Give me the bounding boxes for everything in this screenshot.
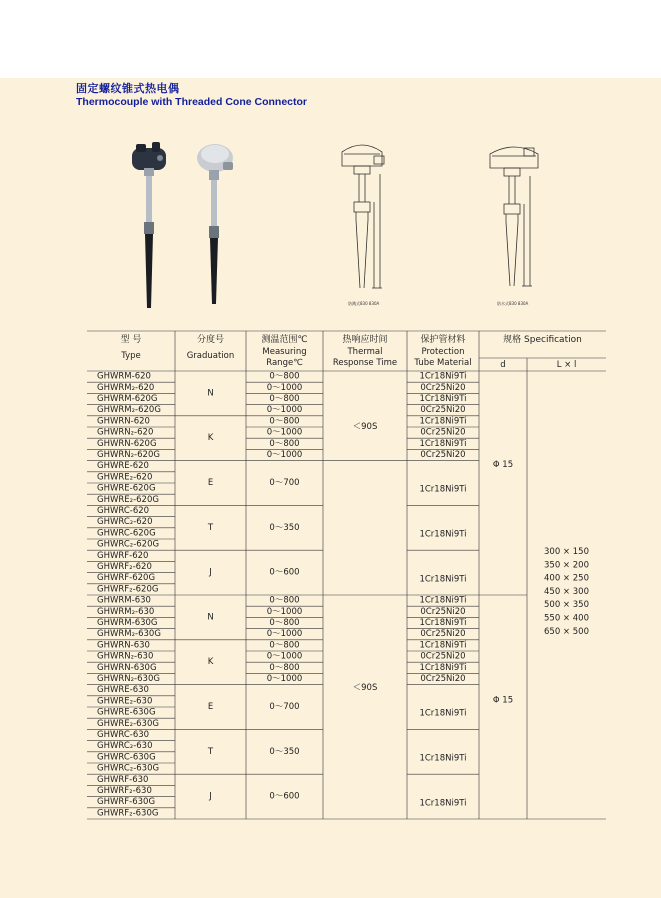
lxl-cell: 500 × 350 — [544, 600, 589, 611]
page-title-en: Thermocouple with Threaded Cone Connector — [76, 96, 308, 108]
material-cell: 1Cr18Ni9Ti — [419, 640, 467, 651]
range-cell: 0～1000 — [266, 450, 303, 460]
type-cell: GHWRC₂-620G — [97, 539, 160, 550]
type-cell: GHWRF-630 — [97, 774, 149, 785]
type-cell: GHWRE₂-620G — [97, 494, 159, 505]
graduation-cell: T — [207, 746, 214, 757]
type-cell: GHWRM₂-620G — [97, 405, 161, 416]
type-cell: GHWRE-630G — [97, 707, 156, 718]
type-cell: GHWRN-620G — [97, 438, 157, 449]
lxl-cell: 400 × 250 — [544, 573, 589, 584]
type-cell: GHWRM₂-620 — [97, 382, 155, 393]
type-cell: GHWRF₂-630G — [97, 808, 159, 819]
type-cell: GHWRF-630G — [97, 797, 156, 808]
header-range-cn: 测温范围℃ — [261, 335, 308, 345]
type-cell: GHWRM-620G — [97, 394, 158, 404]
range-cell: 0～800 — [269, 595, 300, 606]
type-cell: GHWRC-620 — [97, 506, 150, 516]
header-material-en2: Tube Material — [414, 358, 472, 368]
graduation-cell: K — [207, 657, 214, 668]
type-cell: GHWRE₂-630 — [97, 696, 153, 707]
response-cell: ＜90S — [352, 682, 378, 693]
type-cell: GHWRF₂-630 — [97, 786, 152, 796]
material-cell: 1Cr18Ni9Ti — [419, 595, 467, 606]
header-response-cn: 热响应时间 — [342, 335, 388, 345]
header-spec: 规格 Specification — [503, 335, 582, 345]
range-cell: 0～800 — [269, 438, 300, 449]
graduation-cell: T — [207, 522, 214, 533]
type-cell: GHWRF₂-620 — [97, 562, 152, 572]
material-cell: 0Cr25Ni20 — [420, 405, 466, 416]
material-cell: 1Cr18Ni9Ti — [419, 529, 467, 540]
range-cell: 0～600 — [269, 567, 300, 578]
material-cell: 1Cr18Ni9Ti — [419, 753, 467, 764]
type-cell: GHWRC₂-620 — [97, 517, 153, 528]
range-cell: 0～350 — [269, 522, 300, 533]
material-cell: 1Cr18Ni9Ti — [419, 618, 467, 628]
type-cell: GHWRN-620 — [97, 416, 150, 427]
range-cell: 0～600 — [269, 791, 300, 802]
type-cell: GHWRM₂-630G — [97, 629, 161, 640]
material-cell: 1Cr18Ni9Ti — [419, 416, 467, 427]
type-cell: GHWRM-630 — [97, 595, 151, 606]
type-cell: GHWRC₂-630 — [97, 741, 153, 752]
response-cell: ＜90S — [352, 422, 378, 432]
header-response-en1: Thermal — [347, 347, 383, 357]
range-cell: 0～1000 — [266, 651, 303, 662]
header-graduation-en: Graduation — [186, 351, 235, 361]
type-cell: GHWRE-620 — [97, 461, 149, 472]
range-cell: 0～1000 — [266, 629, 303, 640]
range-cell: 0～1000 — [266, 606, 303, 617]
type-cell: GHWRN₂-620 — [97, 427, 154, 438]
range-cell: 0～1000 — [266, 674, 303, 684]
lxl-cell: 450 × 300 — [544, 586, 589, 597]
range-cell: 0～700 — [269, 702, 300, 712]
material-cell: 1Cr18Ni9Ti — [419, 798, 467, 809]
type-cell: GHWRN₂-630 — [97, 651, 154, 662]
drawing-2-caption: 防水式830 830A — [497, 301, 529, 306]
material-cell: 1Cr18Ni9Ti — [419, 484, 467, 495]
type-cell: GHWRC₂-630G — [97, 763, 160, 774]
material-cell: 1Cr18Ni9Ti — [419, 371, 467, 382]
header-spec-lxl: L × l — [556, 360, 577, 370]
graduation-cell: J — [209, 791, 212, 802]
type-cell: GHWRE₂-620 — [97, 472, 153, 483]
range-cell: 0～800 — [269, 394, 300, 404]
range-cell: 0～1000 — [266, 405, 303, 416]
material-cell: 0Cr25Ni20 — [420, 674, 466, 684]
type-cell: GHWRF₂-620G — [97, 584, 159, 595]
type-cell: GHWRM-630G — [97, 618, 158, 628]
lxl-cell: 350 × 200 — [544, 560, 589, 571]
material-cell: 0Cr25Ni20 — [420, 629, 466, 640]
range-cell: 0～800 — [269, 371, 300, 382]
drawing-1-caption: 防溅式830 830A — [348, 301, 380, 306]
header-graduation-cn: 分度号 — [196, 335, 225, 345]
material-cell: 1Cr18Ni9Ti — [419, 438, 467, 449]
range-cell: 0～1000 — [266, 427, 303, 438]
graduation-cell: K — [207, 433, 214, 444]
type-cell: GHWRF-620G — [97, 573, 156, 584]
range-cell: 0～1000 — [266, 382, 303, 393]
type-cell: GHWRE-630 — [97, 685, 149, 696]
graduation-cell: N — [207, 612, 214, 623]
type-cell: GHWRC-630 — [97, 730, 150, 740]
header-material-en1: Protection — [421, 347, 465, 357]
type-cell: GHWRM₂-630 — [97, 606, 155, 617]
material-cell: 0Cr25Ni20 — [420, 450, 466, 460]
material-cell: 0Cr25Ni20 — [420, 606, 466, 617]
material-cell: 1Cr18Ni9Ti — [419, 574, 467, 585]
type-cell: GHWRC-630G — [97, 752, 156, 763]
range-cell: 0～800 — [269, 640, 300, 651]
type-cell: GHWRN₂-620G — [97, 450, 160, 460]
graduation-cell: N — [207, 388, 214, 399]
lxl-cell: 300 × 150 — [544, 547, 589, 557]
header-range-en1: Measuring — [262, 347, 307, 357]
header-material-cn: 保护管材料 — [420, 335, 466, 345]
type-cell: GHWRN-630 — [97, 640, 150, 651]
material-cell: 0Cr25Ni20 — [420, 382, 466, 393]
header-range-en2: Range℃ — [266, 358, 303, 368]
type-cell: GHWRN-630G — [97, 662, 157, 673]
range-cell: 0～800 — [269, 662, 300, 673]
header-type-en: Type — [121, 351, 141, 361]
header-response-en2: Response Time — [332, 358, 398, 368]
graduation-cell: J — [209, 567, 212, 578]
d-cell: Φ 15 — [492, 460, 514, 471]
graduation-cell: E — [207, 478, 214, 488]
lxl-cell: 650 × 500 — [544, 626, 589, 637]
range-cell: 0～800 — [269, 416, 300, 427]
range-cell: 0～800 — [269, 618, 300, 628]
type-cell: GHWRN₂-630G — [97, 674, 160, 684]
header-spec-d: d — [500, 360, 506, 370]
material-cell: 0Cr25Ni20 — [420, 651, 466, 662]
range-cell: 0～700 — [269, 478, 300, 488]
range-cell: 0～350 — [269, 746, 300, 757]
page-title-cn: 固定螺纹锥式热电偶 — [76, 82, 180, 95]
material-cell: 0Cr25Ni20 — [420, 427, 466, 438]
type-cell: GHWRE-620G — [97, 483, 156, 494]
type-cell: GHWRM-620 — [97, 371, 151, 382]
material-cell: 1Cr18Ni9Ti — [419, 662, 467, 673]
material-cell: 1Cr18Ni9Ti — [419, 394, 467, 404]
lxl-cell: 550 × 400 — [544, 613, 589, 624]
header-type-cn: 型 号 — [120, 335, 142, 345]
type-cell: GHWRF-620 — [97, 550, 149, 561]
d-cell: Φ 15 — [492, 695, 514, 706]
graduation-cell: E — [207, 702, 214, 712]
type-cell: GHWRE₂-630G — [97, 718, 159, 729]
material-cell: 1Cr18Ni9Ti — [419, 708, 467, 719]
type-cell: GHWRC-620G — [97, 528, 156, 539]
